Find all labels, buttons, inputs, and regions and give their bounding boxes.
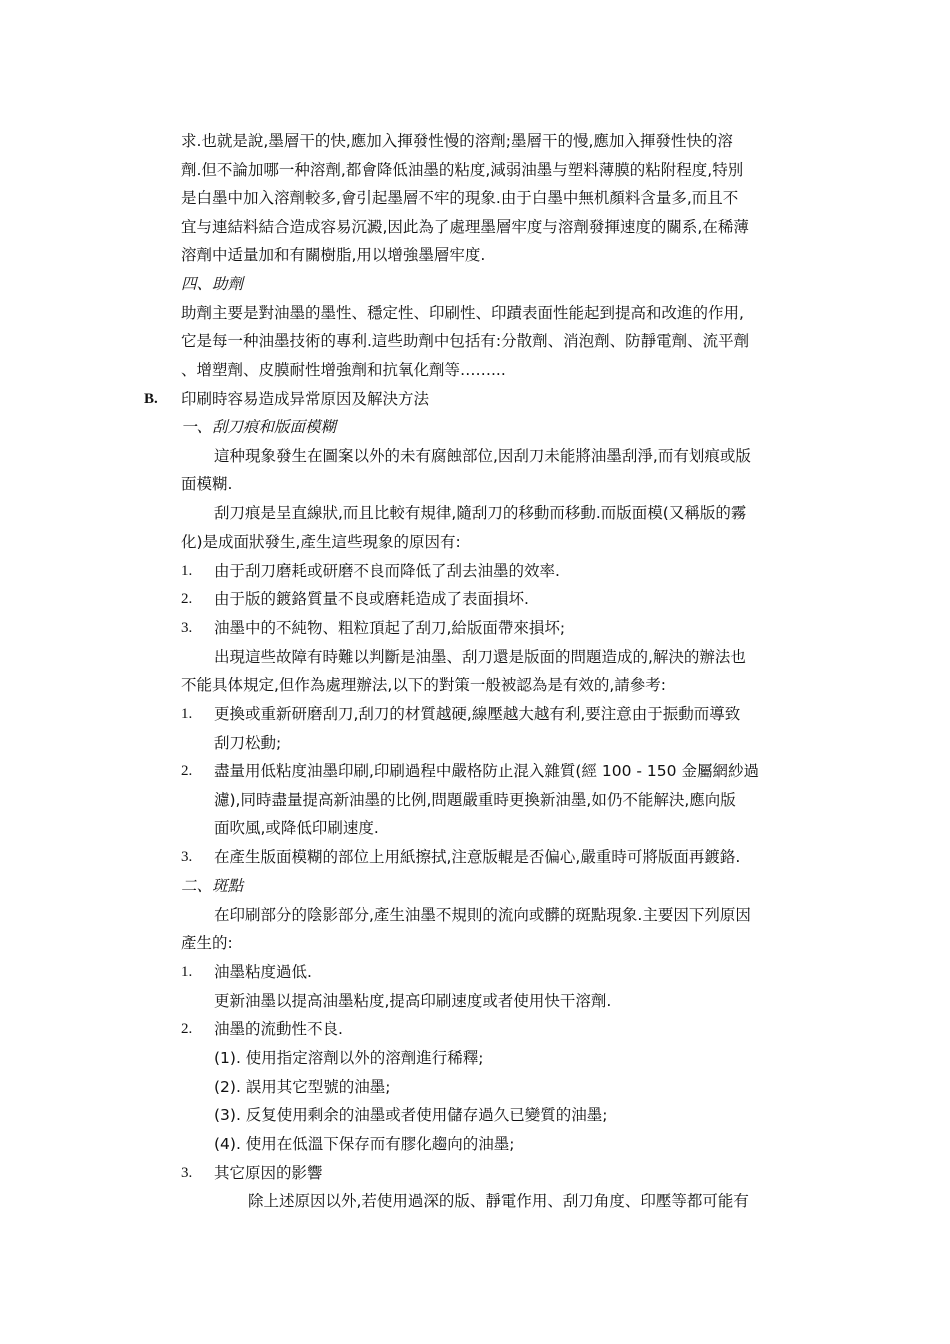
paragraph-line: 它是每一种油墨技術的專利.這些助劑中包括有:分散劑、消泡劑、防靜電劑、流平劑 <box>181 332 750 350</box>
sub-list-item: (3). 反复使用剩余的油墨或者使用儲存過久已變質的油墨; <box>214 1106 608 1124</box>
list-item: 在產生版面模糊的部位上用紙擦拭,注意版輥是否偏心,嚴重時可將版面再鍍鉻. <box>214 848 741 866</box>
list-number: 3. <box>181 849 193 865</box>
paragraph-line: 在印刷部分的陰影部分,產生油墨不規則的流向或髒的斑點現象.主要因下列原因 <box>214 906 751 924</box>
list-item: 盡量用低粘度油墨印刷,印刷過程中嚴格防止混入雜質(經 100 - 150 金屬網紗過 <box>214 762 759 780</box>
paragraph-line: 、增塑劑、皮膜耐性增強劑和抗氧化劑等……... <box>181 361 506 379</box>
list-number: 2. <box>181 1021 193 1037</box>
paragraph-line: 溶劑中适量加和有關樹脂,用以增強墨層牢度. <box>181 246 486 264</box>
paragraph-line: 這种現象發生在圖案以外的未有腐蝕部位,因刮刀未能將油墨刮淨,而有划痕或版 <box>214 447 751 465</box>
section-title: 印刷時容易造成异常原因及解決方法 <box>181 390 430 408</box>
paragraph-line: 刮刀痕是呈直線狀,而且比較有規律,隨刮刀的移動而移動.而版面模(又稱版的霧 <box>214 504 747 522</box>
list-number: 2. <box>181 591 193 607</box>
list-item-continuation: 刮刀松動; <box>214 734 282 752</box>
list-number: 3. <box>181 620 193 636</box>
paragraph-line: 除上述原因以外,若使用過深的版、靜電作用、刮刀角度、印壓等都可能有 <box>248 1192 749 1210</box>
list-item: 油墨中的不純物、粗粒頂起了刮刀,給版面帶來損坏; <box>214 619 566 637</box>
paragraph-line: 不能具体規定,但作為處理辦法,以下的對策一般被認為是有效的,請參考: <box>181 676 667 694</box>
paragraph-line: 面模糊. <box>181 475 233 493</box>
list-number: 1. <box>181 706 193 722</box>
list-number: 2. <box>181 763 193 779</box>
subsection-heading: 一、刮刀痕和版面模糊 <box>181 418 337 436</box>
list-number: 1. <box>181 964 193 980</box>
list-item: 油墨的流動性不良. <box>214 1020 343 1038</box>
list-item-continuation: 面吹風,或降低印刷速度. <box>214 819 379 837</box>
list-number: 1. <box>181 563 193 579</box>
list-item: 由于刮刀磨耗或研磨不良而降低了刮去油墨的效率. <box>214 562 560 580</box>
list-item-detail: 更新油墨以提高油墨粘度,提高印刷速度或者使用快干溶劑. <box>214 992 612 1010</box>
list-item-continuation: 濾),同時盡量提高新油墨的比例,問題嚴重時更換新油墨,如仍不能解決,應向版 <box>214 791 736 809</box>
sub-list-item: (1). 使用指定溶劑以外的溶劑進行稀釋; <box>214 1049 484 1067</box>
list-item: 其它原因的影響 <box>214 1164 323 1182</box>
paragraph-line: 化)是成面狀發生,產生這些現象的原因有: <box>181 533 461 551</box>
list-item: 更換或重新研磨刮刀,刮刀的材質越硬,線壓越大越有利,要注意由于振動而導致 <box>214 705 741 723</box>
paragraph-line: 出現這些故障有時難以判斷是油墨、刮刀還是版面的問題造成的,解決的辦法也 <box>214 648 746 666</box>
paragraph-line: 是白墨中加入溶劑較多,會引起墨層不牢的現象.由于白墨中無机顏料含量多,而且不 <box>181 189 739 207</box>
subsection-heading: 二、斑點 <box>181 877 244 895</box>
list-item: 由于版的鍍鉻質量不良或磨耗造成了表面損坏. <box>214 590 529 608</box>
list-item: 油墨粘度過低. <box>214 963 312 981</box>
paragraph-line: 助劑主要是對油墨的墨性、穩定性、印刷性、印蹟表面性能起到提高和改進的作用, <box>181 304 744 322</box>
list-number: 3. <box>181 1165 193 1181</box>
paragraph-line: 劑.但不論加哪一种溶劑,都會降低油墨的粘度,減弱油墨与塑料薄膜的粘附程度,特別 <box>181 161 744 179</box>
section-heading: 四、助劑 <box>181 275 244 293</box>
sub-list-item: (2). 誤用其它型號的油墨; <box>214 1078 391 1096</box>
section-marker: B. <box>144 391 158 407</box>
sub-list-item: (4). 使用在低溫下保存而有膠化趨向的油墨; <box>214 1135 515 1153</box>
paragraph-line: 求.也就是說,墨層干的快,應加入揮發性慢的溶劑;墨層干的慢,應加入揮發性快的溶 <box>181 132 733 150</box>
paragraph-line: 宜与連結料結合造成容易沉澱,因此為了處理墨層牢度与溶劑發揮速度的關系,在稀薄 <box>181 218 749 236</box>
paragraph-line: 產生的: <box>181 934 233 952</box>
